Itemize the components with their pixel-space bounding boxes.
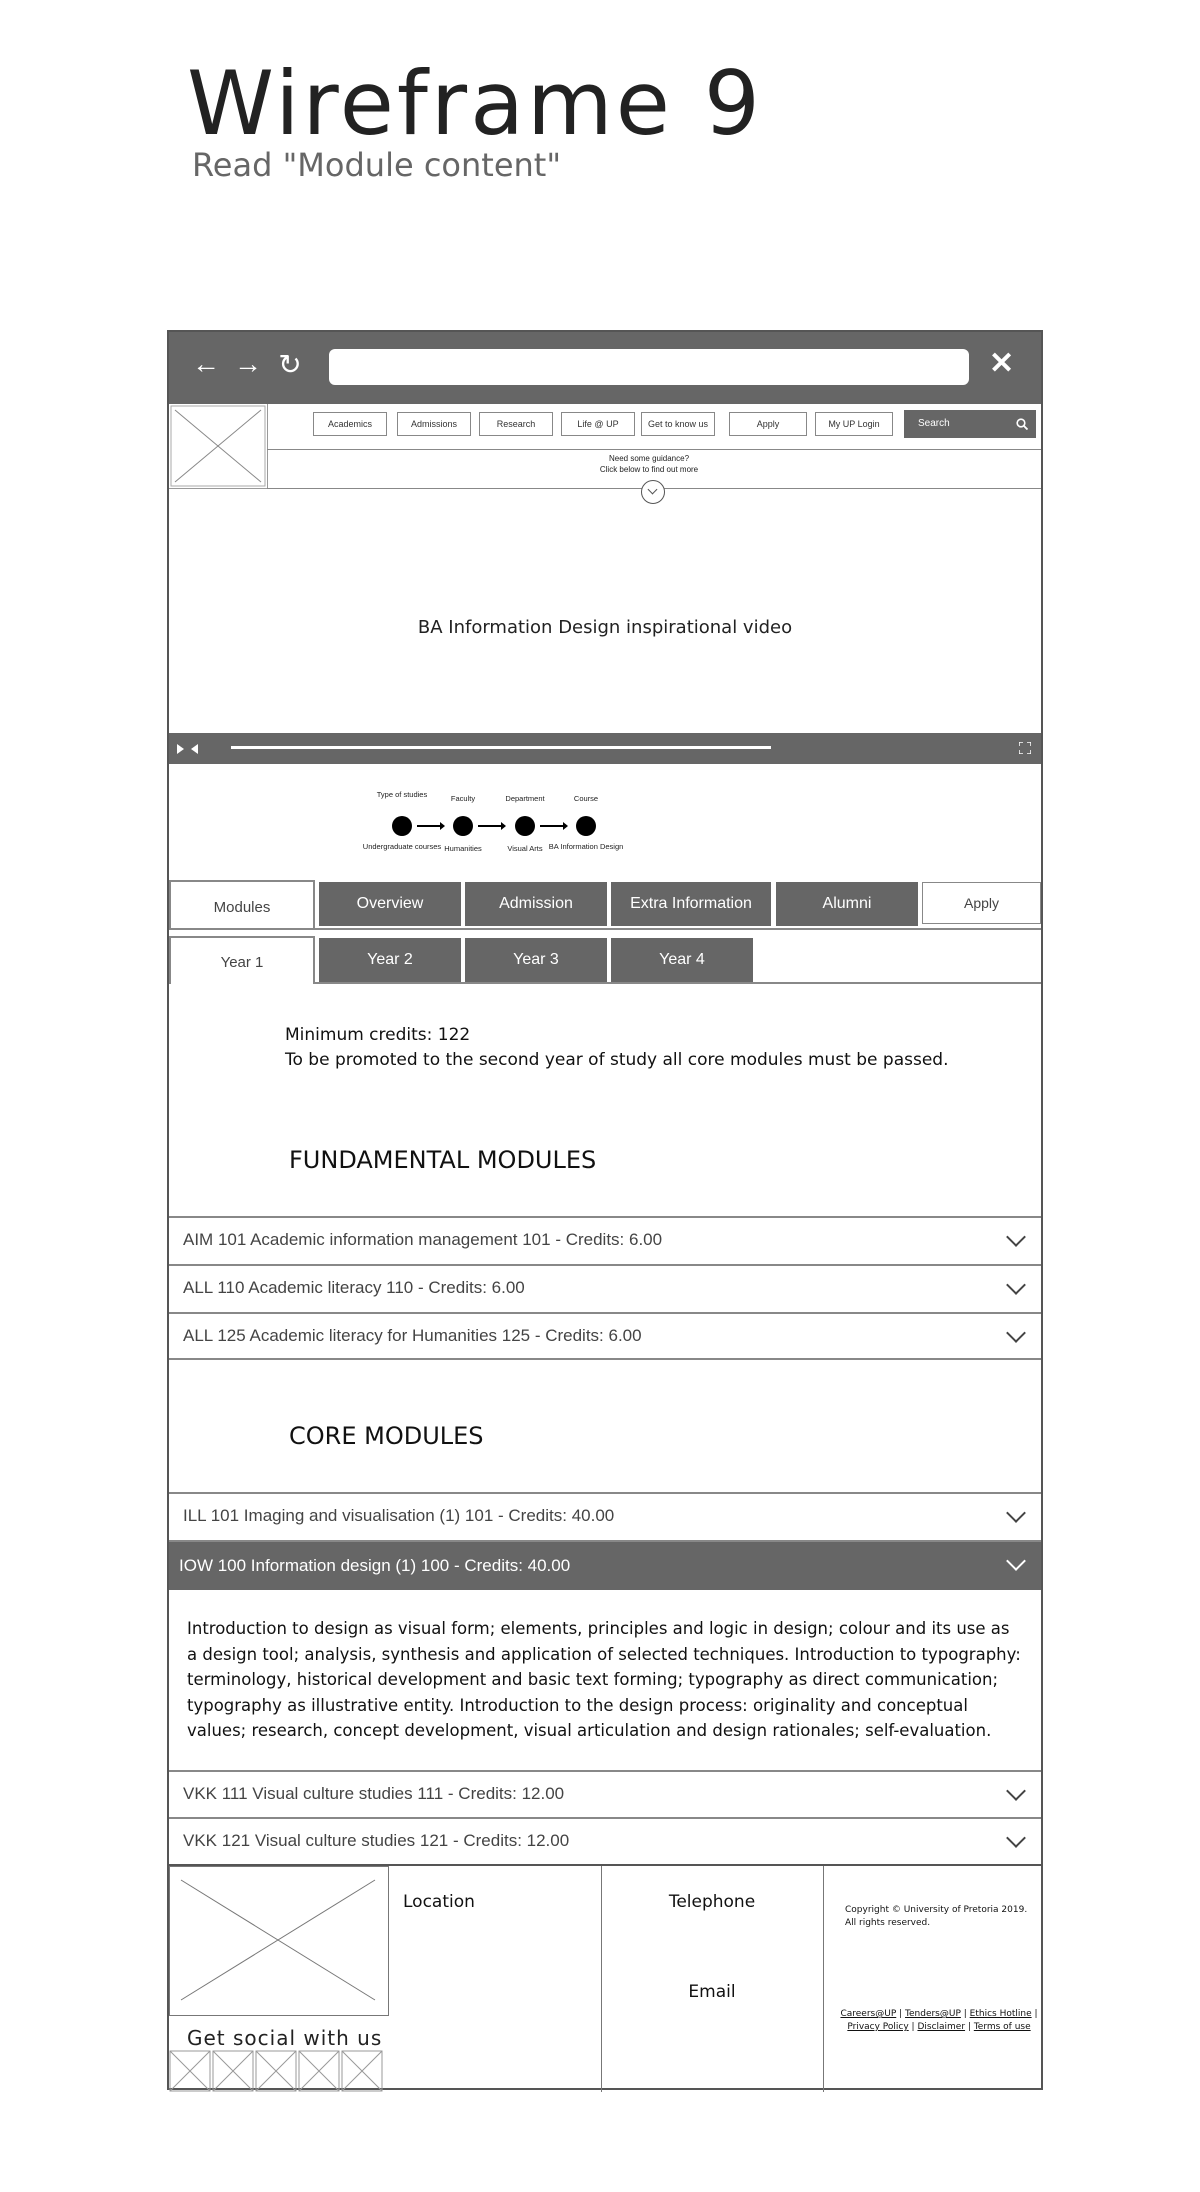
step-value-course: BA Information Design [548, 842, 624, 851]
search-placeholder: Search [918, 418, 950, 429]
link-tenders[interactable]: Tenders@UP [905, 2009, 961, 2019]
module-title: ALL 125 Academic literacy for Humanities 125 - Credits: 6.00 [183, 1326, 642, 1345]
nav-get-to-know-us[interactable]: Get to know us [641, 412, 715, 436]
step-arrow-icon [417, 825, 441, 827]
video-player[interactable] [169, 489, 1041, 733]
year-tabs-divider [315, 982, 1041, 984]
module-title: VKK 111 Visual culture studies 111 - Credits: 12.00 [183, 1784, 565, 1803]
video-caption: BA Information Design inspirational video [417, 617, 793, 638]
close-icon[interactable]: ✕ [989, 347, 1015, 380]
nav-life-at-up[interactable]: Life @ UP [561, 412, 635, 436]
wireframe-subtitle: Read "Module content" [192, 146, 562, 184]
module-row-vkk111[interactable] [169, 1770, 1041, 1816]
module-row-iow100-expanded[interactable] [169, 1540, 1041, 1590]
module-row-vkk121[interactable] [169, 1817, 1041, 1863]
fundamental-modules-heading: FUNDAMENTAL MODULES [289, 1146, 597, 1174]
apply-button[interactable]: Apply [922, 882, 1041, 924]
link-disclaimer[interactable]: Disclaimer [917, 2022, 966, 2032]
step-header-department: Department [505, 794, 545, 803]
chevron-down-icon [1006, 1275, 1026, 1295]
nav-admissions[interactable]: Admissions [397, 412, 471, 436]
footer [169, 1864, 1041, 2092]
back-arrow-icon[interactable]: ← [192, 348, 220, 379]
tab-admission[interactable]: Admission [465, 882, 607, 926]
logo-placeholder[interactable] [169, 404, 268, 489]
nav-academics[interactable]: Academics [313, 412, 387, 436]
chevron-down-icon [1006, 1227, 1026, 1247]
tab-year-4[interactable]: Year 4 [611, 938, 753, 982]
search-icon [1016, 418, 1028, 430]
footer-telephone: Telephone [668, 1892, 756, 1912]
chevron-down-icon [1006, 1828, 1026, 1848]
placeholder-cross-icon [169, 404, 267, 488]
chevron-down-icon [1006, 1781, 1026, 1801]
nav-apply[interactable]: Apply [729, 412, 807, 436]
guidance-line-1: Need some guidance? [608, 454, 690, 463]
search-input[interactable] [904, 410, 1036, 438]
step-value-department: Visual Arts [507, 844, 543, 853]
address-bar[interactable] [329, 349, 969, 385]
chevron-down-icon [1006, 1503, 1026, 1523]
module-title: AIM 101 Academic information management 101 - Credits: 6.00 [183, 1230, 663, 1249]
footer-logo-placeholder-icon [169, 1866, 389, 2016]
guidance-line-2: Click below to find out more [599, 465, 699, 474]
footer-divider [823, 1866, 824, 2092]
link-privacy-policy[interactable]: Privacy Policy [847, 2022, 909, 2032]
module-row-all110[interactable] [169, 1264, 1041, 1310]
forward-arrow-icon[interactable]: → [234, 348, 262, 379]
tab-modules[interactable]: Modules [169, 880, 315, 930]
video-progress-bar[interactable] [231, 746, 771, 749]
step-dot[interactable] [453, 816, 473, 836]
link-careers[interactable]: Careers@UP [840, 2009, 897, 2019]
nav-research[interactable]: Research [479, 412, 553, 436]
link-terms-of-use[interactable]: Terms of use [973, 2022, 1031, 2032]
step-arrow-icon [540, 825, 564, 827]
nav-my-up-login[interactable]: My UP Login [815, 412, 893, 436]
wireframe-title: Wireframe 9 [187, 52, 763, 155]
social-icons [169, 2050, 387, 2092]
step-header-course: Course [573, 794, 599, 803]
step-header-type: Type of studies [376, 790, 428, 799]
browser-toolbar [169, 332, 1041, 404]
footer-links: Careers@UP | Tenders@UP | Ethics Hotline | Privacy Policy | Disclaimer | Terms of use [840, 2009, 1038, 2032]
social-heading: Get social with us [187, 2026, 383, 2050]
step-dot[interactable] [515, 816, 535, 836]
nav-divider [267, 449, 1041, 450]
step-arrow-icon [478, 825, 502, 827]
tab-overview[interactable]: Overview [319, 882, 461, 926]
module-row-aim101[interactable] [169, 1216, 1041, 1262]
module-row-all125[interactable] [169, 1312, 1041, 1360]
footer-location: Location [403, 1892, 475, 1912]
tab-year-3[interactable]: Year 3 [465, 938, 607, 982]
module-description: Introduction to design as visual form; elements, principles and logic in design; colour and its use as a design tool; analysis, synthesis and application of selected techniques. Introduction to typography: terminology, historical development and basic text forming; typography as direct communication; typography as illustrative entity. Introduction to the design process: originality and conceptual values; research, concept development, visual articulation and design rationales; self-evaluation. [187, 1619, 1021, 1740]
step-header-faculty: Faculty [450, 794, 476, 803]
module-title: IOW 100 Information design (1) 100 - Credits: 40.00 [179, 1556, 571, 1575]
step-value-faculty: Humanities [444, 844, 482, 853]
chevron-down-icon [1006, 1551, 1026, 1571]
guidance-prompt [469, 453, 829, 475]
link-ethics-hotline[interactable]: Ethics Hotline [969, 2009, 1032, 2019]
module-title: ALL 110 Academic literacy 110 - Credits: 6.00 [183, 1278, 525, 1297]
reload-icon[interactable]: ↻ [278, 349, 302, 380]
promotion-rule: To be promoted to the second year of study all core modules must be passed. [285, 1050, 949, 1070]
module-title: ILL 101 Imaging and visualisation (1) 101 - Credits: 40.00 [183, 1506, 615, 1525]
play-icon[interactable] [177, 743, 201, 755]
module-title: VKK 121 Visual culture studies 121 - Credits: 12.00 [183, 1831, 570, 1850]
footer-email: Email [688, 1982, 736, 2002]
fullscreen-icon[interactable] [1019, 742, 1031, 754]
min-credits: Minimum credits: 122 [285, 1025, 471, 1045]
chevron-down-icon [1006, 1323, 1026, 1343]
tab-extra-information[interactable]: Extra Information [611, 882, 771, 926]
footer-copyright: Copyright © University of Pretoria 2019. All rights reserved. [845, 1905, 1028, 1928]
core-modules-heading: CORE MODULES [289, 1422, 484, 1450]
step-dot[interactable] [392, 816, 412, 836]
browser-window [167, 330, 1043, 2090]
tab-alumni[interactable]: Alumni [776, 882, 918, 926]
step-dot[interactable] [576, 816, 596, 836]
tab-year-1[interactable]: Year 1 [169, 936, 315, 984]
module-row-ill101[interactable] [169, 1492, 1041, 1538]
tab-year-2[interactable]: Year 2 [319, 938, 461, 982]
step-value-type: Undergraduate courses [362, 842, 442, 851]
